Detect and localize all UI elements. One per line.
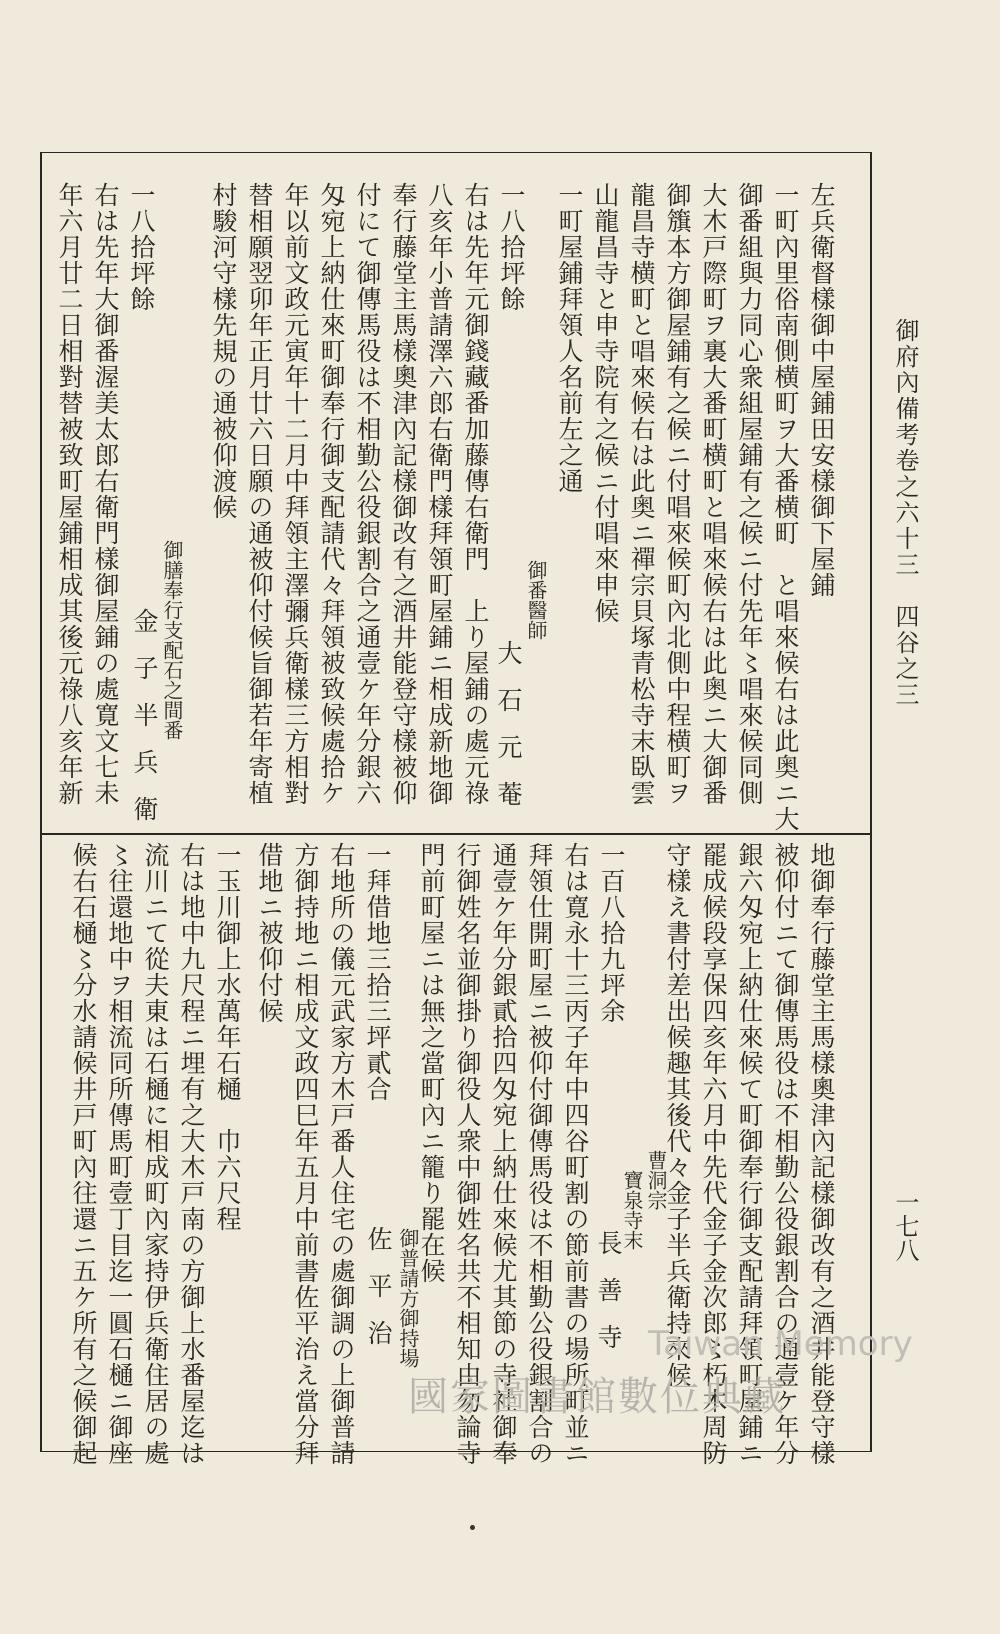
- lower-line-16: 一玉川御上水萬年石樋 巾六尺程: [213, 842, 242, 1232]
- lower-line-13: 右地所の儀元武家方木戸番人住宅の處御調の上御普請: [327, 842, 356, 1466]
- lower-line-4: 罷成候段享保四亥年六月中先代金子金次郎〻朽木周防: [699, 842, 728, 1466]
- lower-note2-name: 佐平治: [364, 1226, 393, 1367]
- lower-line-9: 通壹ケ年分銀貳拾四匁宛上納仕來候尤其節の寺社御奉: [489, 842, 518, 1466]
- lower-line-10: 行御姓名並御掛り御役人衆中御姓名共不相知由勿論寺: [453, 842, 482, 1466]
- lower-line-18: 流川ニて從夫東は石樋に相成町內家持伊兵衛住居の處: [141, 842, 170, 1466]
- lower-note1-temple: 寶泉寺末: [620, 1170, 644, 1250]
- upper-note1-title: 御番醫師: [524, 560, 548, 640]
- upper-line-16: 替相願翌卯年正月廿六日願の通被仰付候旨御若年寄植: [245, 182, 274, 806]
- lower-note1-name: 長善寺: [594, 1230, 623, 1371]
- running-title: 御府內備考卷之六十三 四谷之三: [891, 318, 919, 708]
- lower-line-20: 候右石樋〻分水請候井戸町內往還ニ五ケ所有之候御起: [69, 842, 98, 1466]
- upper-line-8: 一町屋鋪拜領人名前左之通: [555, 182, 584, 494]
- section-divider: [42, 833, 870, 835]
- upper-line-15: 年以前文政元寅年十二月中拜領主澤彌兵衛樣三方相對: [281, 182, 310, 806]
- lower-note2-title: 御普請方御持場: [396, 1228, 420, 1368]
- upper-line-19: 右は先年大御番渥美太郎右衛門樣御屋鋪の處寛文七未: [91, 182, 120, 806]
- lower-line-19: 〻往還地中ヲ相流同所傳馬町壹丁目迄一圓石樋ニ御座: [105, 842, 134, 1466]
- lower-line-12: 一拜借地三拾三坪貳合: [363, 842, 392, 1102]
- lower-line-3: 銀六匁宛上納仕來候て町御奉行御支配請拜領町屋鋪ニ: [735, 842, 764, 1466]
- upper-note2-name: 金子半兵衛: [130, 608, 159, 843]
- upper-line-4: 大木戸際町ヲ裏大番町横町と唱來候右は此奥ニ大御番: [699, 182, 728, 806]
- lower-line-1: 地御奉行藤堂主馬樣奧津內記樣御改有之酒井能登守樣: [807, 842, 836, 1466]
- upper-line-1: 左兵衛督樣御中屋鋪田安樣御下屋鋪: [807, 182, 836, 598]
- upper-line-2: 一町內里俗南側横町ヲ大番横町 と唱來候右は此奥ニ大: [771, 182, 800, 832]
- upper-line-7: 山龍昌寺と申寺院有之候ニ付唱來申候: [591, 182, 620, 624]
- watermark-subtitle: Taiwan Memory: [648, 1324, 913, 1364]
- upper-line-13: 付にて御傳馬役は不相勤公役銀割合之通壹ケ年分銀六: [353, 182, 382, 806]
- upper-line-6: 龍昌寺横町と唱來候右は此奥ニ禪宗貝塚青松寺末臥雲: [627, 182, 656, 806]
- page-number: 一七八: [891, 1190, 919, 1262]
- lower-line-11: 門前町屋ニは無之當町內ニ籠り罷在候: [417, 842, 446, 1284]
- upper-line-17: 村駿河守樣先規の通被仰渡候: [209, 182, 238, 520]
- lower-line-2: 被仰付ニて御傳馬役は不相勤公役銀割合の通壹ケ年分: [771, 842, 800, 1466]
- upper-line-9: 一八拾坪餘: [497, 182, 526, 312]
- upper-line-10: 右は先年元御錢藏番加藤傳右衛門 上り屋鋪の處元祿: [461, 182, 490, 806]
- upper-line-11: 八亥年小普請澤六郎右衛門樣拜領町屋鋪ニ相成新地御: [425, 182, 454, 806]
- lower-line-8: 拜領仕開町屋ニ被仰付御傳馬役は不相勤公役銀割合の: [525, 842, 554, 1466]
- upper-note2-title: 御膳奉行支配石之間番: [160, 540, 184, 740]
- page-dot: [470, 1525, 475, 1530]
- upper-line-20: 年六月廿二日相對替被致町屋鋪相成其後元祿八亥年新: [55, 182, 84, 806]
- lower-line-7: 右は寛永十三丙子年中四谷町割の節前書の場所町並ニ: [561, 842, 590, 1466]
- upper-line-18: 一八拾坪餘: [127, 182, 156, 312]
- upper-note1-name: 大石元菴: [494, 640, 523, 828]
- upper-line-3: 御番組與力同心衆組屋鋪有之候ニ付先年〻唱來候同側: [735, 182, 764, 806]
- upper-line-12: 奉行藤堂主馬樣奧津內記樣御改有之酒井能登守樣被仰: [389, 182, 418, 806]
- upper-line-14: 匁宛上納仕來町御奉行御支配請代々拜領被致候處拾ケ: [317, 182, 346, 806]
- lower-line-17: 右は地中九尺程ニ埋有之大木戸南の方御上水番屋迄は: [177, 842, 206, 1466]
- lower-line-6: 一百八拾九坪余: [597, 842, 626, 1024]
- lower-line-15: 借地ニ被仰付候: [255, 842, 284, 1024]
- lower-line-14: 方御持地ニ相成文政四巳年五月中前書佐平治え當分拜: [291, 842, 320, 1466]
- watermark: 國家圖書館數位典藏: [408, 1374, 786, 1420]
- lower-line-5: 守樣え書付差出候趣其後代々金子半兵衛持來候: [663, 842, 692, 1388]
- upper-line-5: 御籏本方御屋鋪有之候ニ付唱來候町內北側中程横町ヲ: [663, 182, 692, 806]
- lower-note1-sect: 曹洞宗: [644, 1150, 668, 1210]
